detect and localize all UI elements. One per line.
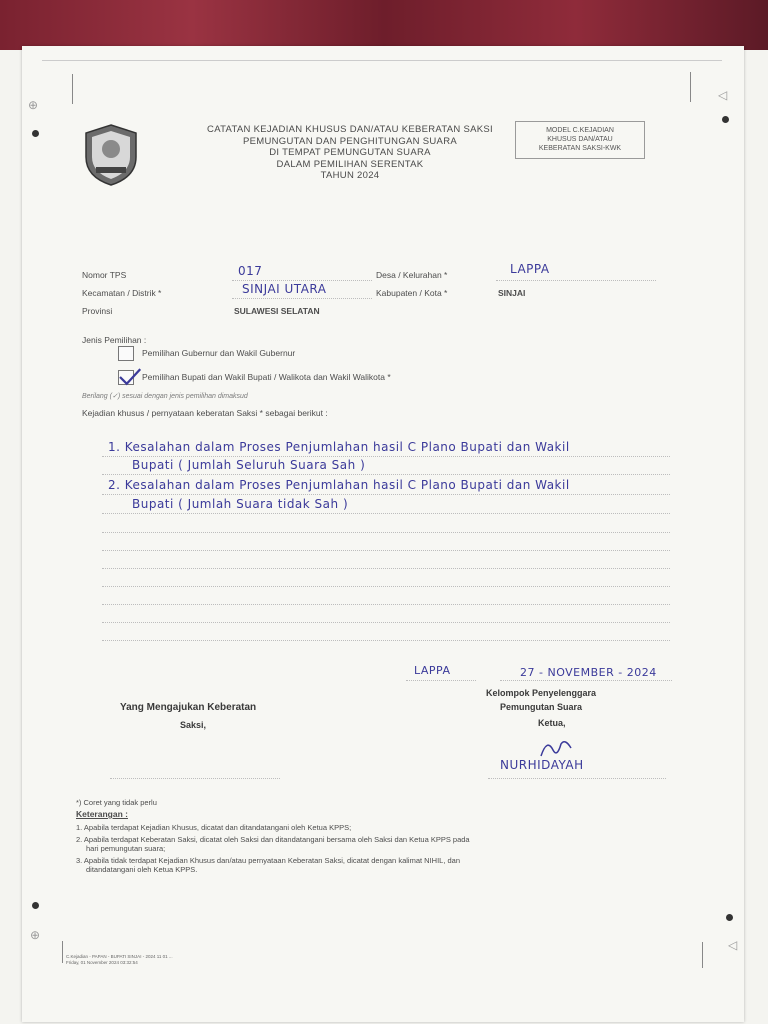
top-trim-line (42, 60, 722, 61)
desa-label: Desa / Kelurahan * (376, 270, 448, 280)
title-line: DI TEMPAT PEMUNGUTAN SUARA (269, 147, 431, 158)
write-line (102, 586, 670, 587)
write-line (102, 640, 670, 641)
jenis-label: Jenis Pemilihan : (82, 335, 147, 345)
corner-dot-icon (726, 914, 733, 921)
tps-value: 017 (238, 264, 263, 278)
right-signature-sub: Ketua, (538, 718, 566, 728)
checkbox-note: Berilang (✓) sesuai dengan jenis pemilihan dimaksud (82, 393, 248, 400)
corner-tick (690, 72, 691, 102)
corner-triangle-icon: ◁ (718, 88, 728, 102)
footer-line: C.Kejadian - PAPAN - BUPATI SINJAI - 2024 11 01 ... (66, 954, 173, 959)
corner-dot-icon (32, 130, 39, 137)
place-value: LAPPA (414, 664, 451, 677)
tps-label: Nomor TPS (82, 270, 127, 280)
keterangan-item: 2. Apabila terdapat Keberatan Saksi, dicatat oleh Saksi dan ditandatangani bersama oleh Saksi dan Ketua KPPS pada (76, 835, 470, 844)
footer-print-info (66, 954, 173, 966)
kpu-logo-icon (82, 123, 140, 187)
keterangan-heading: Keterangan : (76, 809, 128, 819)
signature-line (110, 778, 280, 779)
signature-line (488, 778, 666, 779)
model-code-box (515, 121, 645, 159)
write-line (102, 532, 670, 533)
model-line: KHUSUS DAN/ATAU (547, 136, 613, 143)
fill-line (496, 280, 656, 281)
keterangan-item: 3. Apabila tidak terdapat Kejadian Khusus dan/atau pernyataan Keberatan Saksi, dicatat dengan kalimat NIHIL, dan (76, 856, 461, 865)
statement-label: Kejadian khusus / pernyataan keberatan Saksi * sebagai berikut : (82, 408, 328, 418)
checkbox-gubernur[interactable] (118, 346, 134, 361)
checkbox-bupati[interactable] (118, 370, 134, 385)
kecamatan-value: SINJAI UTARA (242, 282, 327, 296)
photo-background (0, 0, 768, 50)
date-value: 27 - NOVEMBER - 2024 (520, 666, 657, 679)
option-bupati-label: Pemilihan Bupati dan Wakil Bupati / Walikota dan Wakil Walikota * (142, 372, 391, 382)
form-title (160, 124, 540, 182)
fill-line (232, 298, 372, 299)
entry-line: Bupati ( Jumlah Seluruh Suara Sah ) (132, 458, 366, 472)
entry-line: Bupati ( Jumlah Suara tidak Sah ) (132, 497, 349, 511)
write-line (102, 474, 670, 475)
title-line: PEMUNGUTAN DAN PENGHITUNGAN SUARA (243, 135, 457, 147)
write-line (102, 568, 670, 569)
title-line: CATATAN KEJADIAN KHUSUS DAN/ATAU KEBERATAN SAKSI (207, 124, 493, 135)
title-line: TAHUN 2024 (320, 170, 380, 181)
write-line (102, 494, 670, 495)
right-signature-name: NURHIDAYAH (500, 758, 584, 772)
write-line (102, 622, 670, 623)
coret-note: *) Coret yang tidak perlu (76, 798, 157, 807)
write-line (102, 604, 670, 605)
option-gubernur-label: Pemilihan Gubernur dan Wakil Gubernur (142, 348, 296, 358)
footer-line: Friday, 01 November 2024 03:32:54 (66, 960, 138, 965)
checkmark-icon (117, 368, 141, 386)
kecamatan-label: Kecamatan / Distrik * (82, 288, 162, 298)
form-paper (22, 46, 744, 1022)
registration-mark-icon: ⊕ (30, 928, 41, 942)
registration-mark-icon: ⊕ (28, 98, 39, 112)
write-line (102, 456, 670, 457)
write-line (102, 513, 670, 514)
keterangan-item: ditandatangani oleh Ketua KPPS. (86, 865, 198, 874)
model-line: KEBERATAN SAKSI-KWK (538, 145, 622, 152)
corner-dot-icon (722, 116, 729, 123)
corner-triangle-icon: ◁ (728, 938, 738, 952)
fill-line (500, 680, 672, 681)
kabupaten-label: Kabupaten / Kota * (376, 288, 448, 298)
write-line (102, 550, 670, 551)
right-signature-title-1: Kelompok Penyelenggara (486, 688, 597, 698)
provinsi-label: Provinsi (82, 306, 113, 316)
provinsi-value: SULAWESI SELATAN (234, 306, 320, 316)
fill-line (232, 280, 372, 281)
model-line: MODEL C.KEJADIAN (546, 127, 614, 134)
right-signature-title-2: Pemungutan Suara (500, 702, 583, 712)
keterangan-item: hari pemungutan suara; (86, 844, 166, 853)
left-signature-sub: Saksi, (180, 720, 207, 730)
title-line: DALAM PEMILIHAN SERENTAK (276, 158, 424, 170)
keterangan-item: 1. Apabila terdapat Kejadian Khusus, dicatat dan ditandatangani oleh Ketua KPPS; (76, 823, 352, 832)
entry-line: 2. Kesalahan dalam Proses Penjumlahan hasil C Plano Bupati dan Wakil (108, 478, 570, 492)
corner-tick (62, 941, 63, 963)
left-signature-title: Yang Mengajukan Keberatan (120, 702, 257, 713)
corner-dot-icon (32, 902, 39, 909)
corner-tick (702, 942, 703, 968)
corner-tick (72, 74, 73, 104)
fill-line (406, 680, 476, 681)
entry-line: 1. Kesalahan dalam Proses Penjumlahan hasil C Plano Bupati dan Wakil (108, 440, 570, 454)
desa-value: LAPPA (510, 262, 550, 276)
kabupaten-value: SINJAI (498, 288, 526, 298)
